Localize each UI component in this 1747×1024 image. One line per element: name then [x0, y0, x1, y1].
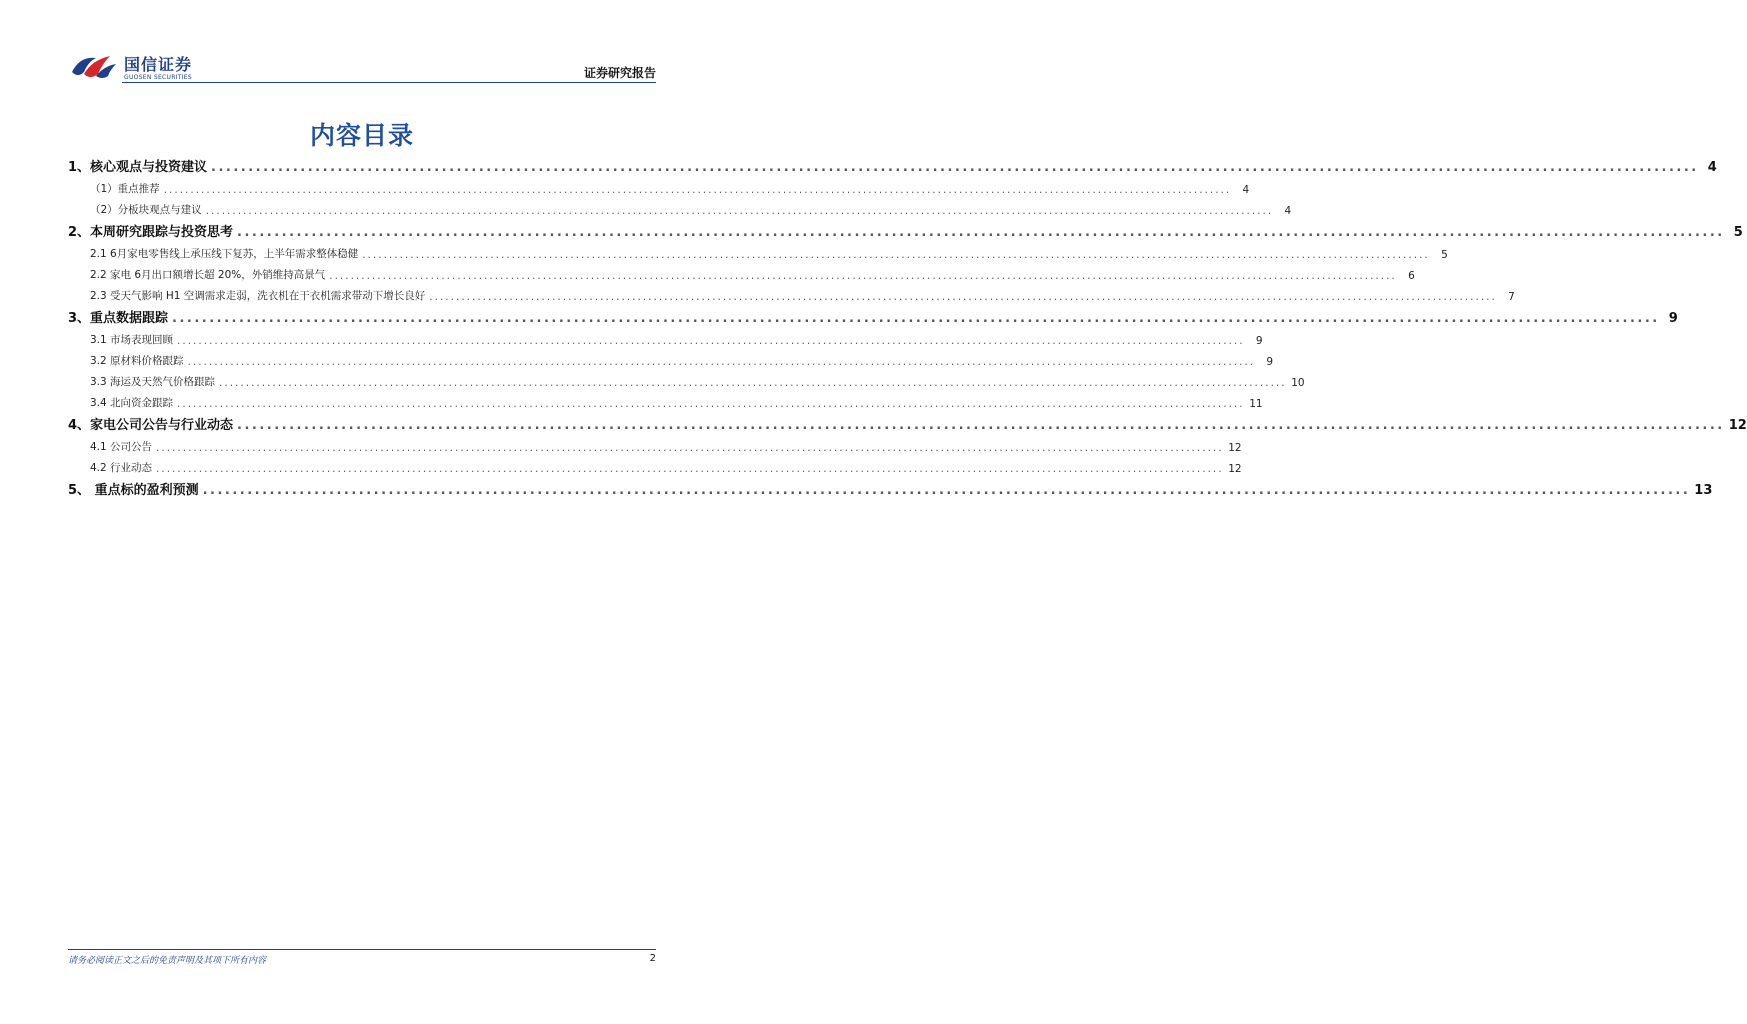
- toc-entry-label: （1）重点推荐: [90, 183, 160, 195]
- toc-entry-page: 6: [1408, 270, 1415, 282]
- toc-entry[interactable]: [68, 410, 1747, 433]
- toc-entry[interactable]: [68, 433, 1242, 454]
- page-number: 2: [649, 953, 656, 964]
- toc-entry[interactable]: [68, 326, 1263, 347]
- toc-entry-page: 9: [1668, 311, 1678, 326]
- toc-entry-label: （2）分板块观点与建议: [90, 204, 202, 216]
- toc-entry[interactable]: [68, 175, 1250, 196]
- toc-leader-dots: ........................................................................................................................................................................................................: [156, 463, 1224, 475]
- toc-entry[interactable]: [68, 261, 1415, 282]
- toc-leader-dots: ........................................................................................................................................................................................................: [219, 377, 1287, 389]
- toc-leader-dots: ........................................................................................................................................................................................................: [429, 291, 1497, 303]
- toc-leader-dots: ........................................................................................................................................................................................................: [205, 205, 1274, 217]
- page-header: [0, 0, 724, 90]
- toc-entry[interactable]: [68, 282, 1515, 303]
- toc-entry-page: 10: [1291, 377, 1305, 389]
- guosen-logo: [70, 48, 230, 86]
- toc-entry-label: 4.1 公司公告: [90, 441, 153, 453]
- toc-entry[interactable]: [68, 454, 1242, 475]
- toc-entry-page: 12: [1228, 442, 1242, 454]
- table-of-contents: [68, 152, 1747, 498]
- toc-leader-dots: ........................................................................................................................................................................................................: [177, 398, 1245, 410]
- toc-leader-dots: ........................................................................................................................................................................................................: [362, 249, 1430, 261]
- toc-entry-page: 5: [1441, 249, 1448, 261]
- toc-leader-dots: ........................................................................................................................................................................................................: [237, 418, 1725, 433]
- toc-entry-page: 9: [1266, 356, 1274, 368]
- toc-entry-label: 5、 重点标的盈利预测: [68, 483, 199, 498]
- toc-entry-page: 11: [1249, 398, 1263, 410]
- toc-entry-page: 5: [1733, 225, 1743, 240]
- toc-entry-label: 3.2 原材料价格跟踪: [90, 355, 184, 367]
- report-type-label: 证券研究报告: [583, 66, 656, 80]
- toc-leader-dots: ........................................................................................................................................................................................................: [163, 184, 1232, 196]
- toc-entry-label: 2.3 受天气影响 H1 空调需求走弱，洗衣机在干衣机需求带动下增长良好: [90, 290, 426, 302]
- toc-entry[interactable]: [68, 475, 1713, 498]
- toc-entry-page: 7: [1508, 291, 1515, 303]
- toc-leader-dots: ........................................................................................................................................................................................................: [156, 442, 1224, 454]
- toc-title: 内容目录: [309, 121, 414, 150]
- toc-entry-page: 4: [1242, 184, 1250, 196]
- toc-leader-dots: ........................................................................................................................................................................................................: [329, 270, 1397, 282]
- toc-entry-page: 4: [1284, 205, 1292, 217]
- toc-entry-label: 3.1 市场表现回顾: [90, 334, 174, 346]
- toc-entry-label: 3、重点数据跟踪: [68, 311, 169, 326]
- toc-leader-dots: ........................................................................................................................................................................................................: [177, 335, 1245, 347]
- toc-leader-dots: ........................................................................................................................................................................................................: [237, 225, 1725, 240]
- toc-entry[interactable]: [68, 196, 1292, 217]
- toc-entry[interactable]: [68, 389, 1263, 410]
- toc-entry-label: 3.4 北向资金跟踪: [90, 397, 174, 409]
- toc-leader-dots: ........................................................................................................................................................................................................: [211, 160, 1699, 175]
- toc-entry[interactable]: [68, 240, 1448, 261]
- toc-entry-label: 4、家电公司公告与行业动态: [68, 418, 234, 433]
- toc-leader-dots: ........................................................................................................................................................................................................: [187, 356, 1256, 368]
- toc-entry-page: 9: [1255, 335, 1263, 347]
- footer-disclaimer: 请务必阅读正文之后的免责声明及其项下所有内容: [68, 956, 267, 966]
- toc-entry-label: 4.2 行业动态: [90, 462, 153, 474]
- toc-leader-dots: ........................................................................................................................................................................................................: [202, 483, 1691, 498]
- toc-entry[interactable]: [68, 217, 1743, 240]
- toc-entry-label: 2.2 家电 6月出口额增长超 20%，外销维持高景气: [90, 269, 326, 281]
- header-divider: [122, 82, 656, 83]
- logo-chinese-name: 国信证券: [124, 55, 193, 74]
- toc-entry[interactable]: [68, 303, 1678, 326]
- toc-entry-label: 1、核心观点与投资建议: [68, 160, 208, 175]
- toc-entry[interactable]: [68, 347, 1274, 368]
- toc-leader-dots: ........................................................................................................................................................................................................: [172, 311, 1660, 326]
- toc-entry-page: 12: [1228, 463, 1242, 475]
- toc-entry-label: 2.1 6月家电零售线上承压线下复苏，上半年需求整体稳健: [90, 248, 359, 260]
- toc-entry-page: 13: [1694, 483, 1713, 498]
- logo-english-name: GUOSEN SECURITIES: [124, 74, 193, 81]
- toc-entry-label: 3.3 海运及天然气价格跟踪: [90, 376, 216, 388]
- guosen-logo-icon: [70, 50, 118, 82]
- toc-entry-label: 2、本周研究跟踪与投资思考: [68, 225, 234, 240]
- toc-entry[interactable]: [68, 368, 1305, 389]
- toc-entry[interactable]: [68, 152, 1717, 175]
- footer-divider: [68, 949, 656, 950]
- toc-entry-page: 4: [1707, 160, 1717, 175]
- toc-entry-page: 12: [1728, 418, 1747, 433]
